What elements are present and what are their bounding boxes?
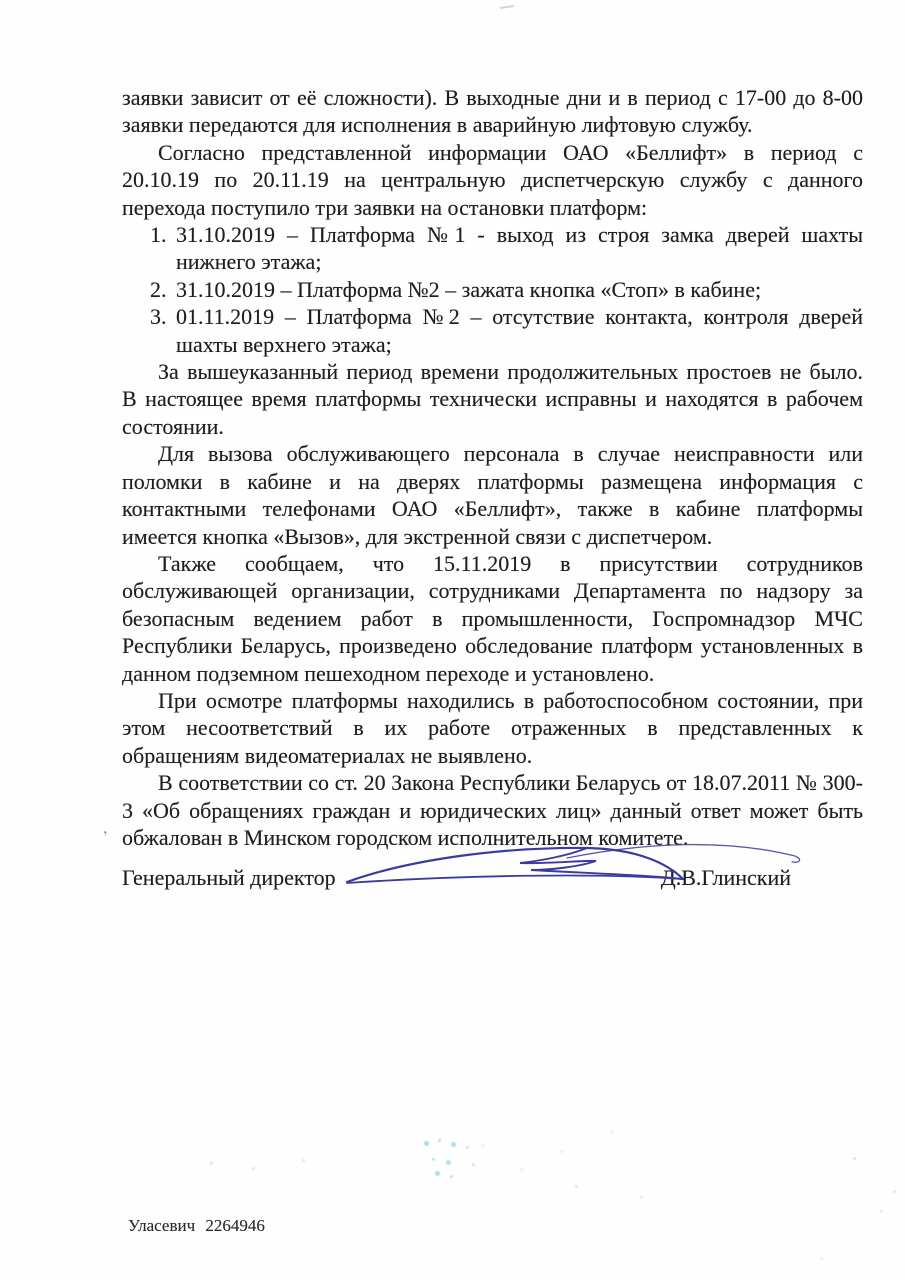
stamp-residue (0, 0, 3, 3)
item-text: 31.10.2019 – Платформа №1 - выход из строя замка дверей шахты нижнего этажа; (176, 222, 863, 275)
numbered-list (122, 221, 863, 358)
signature-row (122, 864, 863, 891)
item-number: 1. (150, 222, 167, 248)
signature-title: Генеральный директор (122, 865, 336, 891)
paragraph-osmotr: При осмотре платформы находились в работоспособном состоянии, при этом несоответствий в их работе отраженных в представленных к обращениям видеоматериалах не выявлено. (122, 687, 863, 768)
list-item (122, 276, 863, 303)
paragraph-continuation: заявки зависит от её сложности). В выходные дни и в период с 17-00 до 8-00 заявки передаются для исполнения в аварийную лифтовую службу. (122, 85, 863, 138)
signature-name: Д.В.Глинский (660, 865, 791, 891)
list-item (122, 221, 863, 276)
letter-body (122, 84, 863, 892)
paragraph-period: За вышеуказанный период времени продолжительных простоев не было. В настоящее время платформы технически исправны и находятся в рабочем состоянии. (122, 359, 863, 439)
paragraph-vyzov: Для вызова обслуживающего персонала в случае неисправности или поломки в кабине и на дверях платформы размещена информация с контактными телефонами ОАО «Беллифт», также в кабине платформы имеется кнопка «Вызов», для экстренной связи с диспетчером. (122, 441, 863, 549)
paragraph-obsledovanie: Также сообщаем, что 15.11.2019 в присутствии сотрудников обслуживающей организации, сотрудниками Департамента по надзору за безопасным ведением работ в промышленности, Госпромнадзор МЧС Республики Беларусь, произведено обследование платформ установленных в данном подземном пешеходном переходе и установлено. (122, 550, 863, 686)
list-item (122, 303, 863, 358)
executor-note: Уласевич 2264946 (128, 1216, 265, 1235)
item-number: 3. (150, 304, 167, 330)
scan-artifact-dash (500, 5, 514, 9)
item-number: 2. (150, 276, 167, 302)
paragraph-zakon: В соответствии со ст. 20 Закона Республики Беларусь от 18.07.2011 № 300-3 «Об обращениях граждан и юридических лиц» данный ответ может быть обжалован в Минском городском исполнительном комитете. (122, 770, 863, 850)
paragraph-soglasno: Согласно представленной информации ОАО «Беллифт» в период с 20.10.19 по 20.11.19 на центральную диспетчерскую службу с данного перехода поступило три заявки на остановки платформ: (122, 139, 863, 220)
item-text: 31.10.2019 – Платформа №2 – зажата кнопка «Стоп» в кабине; (176, 276, 762, 302)
scan-artifact-comma: , (99, 819, 109, 838)
item-text: 01.11.2019 – Платформа №2 – отсутствие контакта, контроля дверей шахты верхнего этажа; (176, 304, 863, 357)
